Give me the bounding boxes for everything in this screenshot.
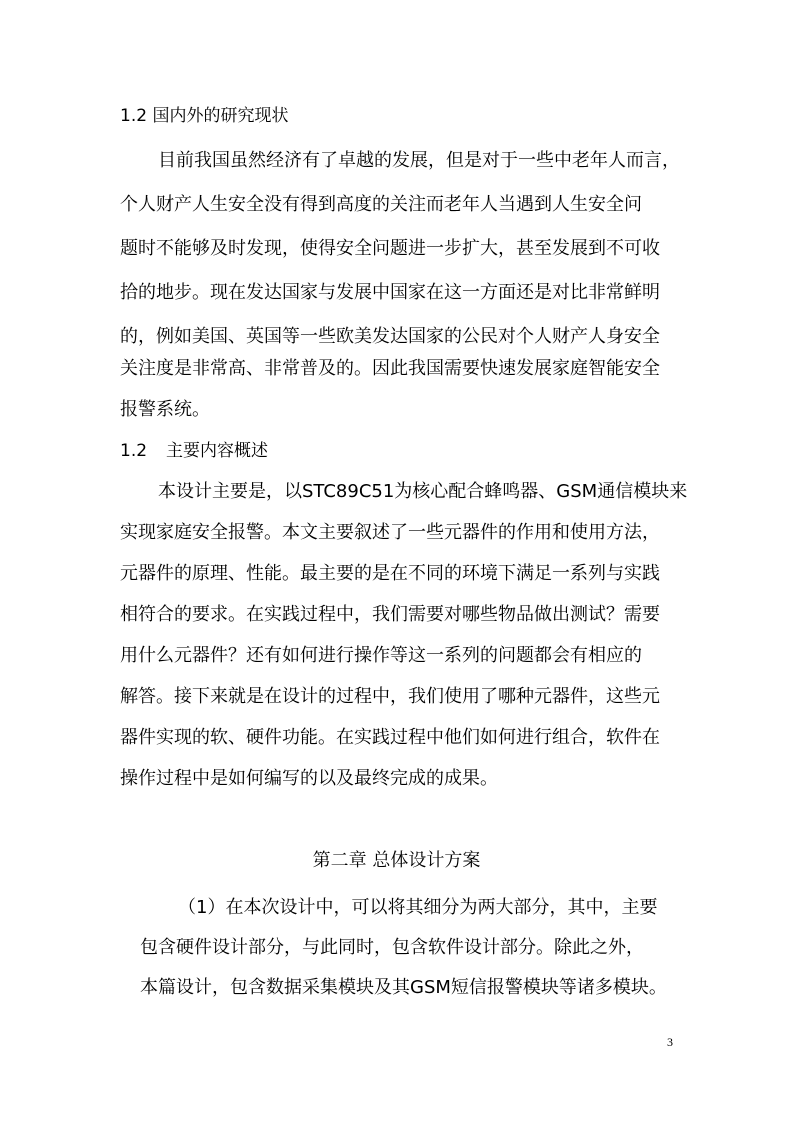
section-heading-research-status: 1.2 国内外的研究现状	[120, 106, 289, 126]
paragraph-line: 解答。接下来就是在设计的过程中，我们使用了哪种元器件，这些元	[120, 686, 660, 707]
paragraph-line: 相符合的要求。在实践过程中，我们需要对哪些物品做出测试？需要	[120, 604, 660, 625]
paragraph-line: 操作过程中是如何编写的以及最终完成的成果。	[120, 768, 498, 789]
paragraph-line: 拾的地步。现在发达国家与发展中国家在这一方面还是对比非常鲜明	[120, 282, 660, 303]
paragraph-line: 的，例如美国、英国等一些欧美发达国家的公民对个人财产人身安全	[120, 326, 660, 347]
paragraph-line: 器件实现的软、硬件功能。在实践过程中他们如何进行组合，软件在	[120, 727, 660, 748]
section-title: 主要内容概述	[166, 441, 268, 461]
paragraph-line: 报警系统。	[120, 399, 210, 420]
paragraph-line: （1）在本次设计中，可以将其细分为两大部分，其中，主要	[178, 897, 658, 918]
paragraph-line: 个人财产人生安全没有得到高度的关注而老年人当遇到人生安全问	[120, 194, 642, 215]
section-number: 1.2	[120, 441, 148, 461]
paragraph-line: 题时不能够及时发现，使得安全问题进一步扩大，甚至发展到不可收	[120, 238, 660, 259]
paragraph-line: 实现家庭安全报警。本文主要叙述了一些元器件的作用和使用方法，	[120, 522, 660, 543]
chapter-title: 第二章 总体设计方案	[312, 850, 481, 871]
paragraph-line: 元器件的原理、性能。最主要的是在不同的环境下满足一系列与实践	[120, 563, 660, 584]
paragraph-line: 包含硬件设计部分，与此同时，包含软件设计部分。除此之外，	[140, 937, 644, 958]
paragraph-line: 目前我国虽然经济有了卓越的发展，但是对于一些中老年人而言，	[158, 150, 680, 171]
paragraph-line: 本篇设计，包含数据采集模块及其GSM短信报警模块等诸多模块。	[140, 977, 667, 998]
paragraph-line: 关注度是非常高、非常普及的。因此我国需要快速发展家庭智能安全	[120, 358, 660, 379]
section-heading-content-overview	[120, 439, 268, 463]
page-number: 3	[667, 1035, 673, 1049]
paragraph-line: 用什么元器件？还有如何进行操作等这一系列的问题都会有相应的	[120, 645, 642, 666]
paragraph-line: 本设计主要是，以STC89C51为核心配合蜂鸣器、GSM通信模块来	[158, 481, 688, 502]
